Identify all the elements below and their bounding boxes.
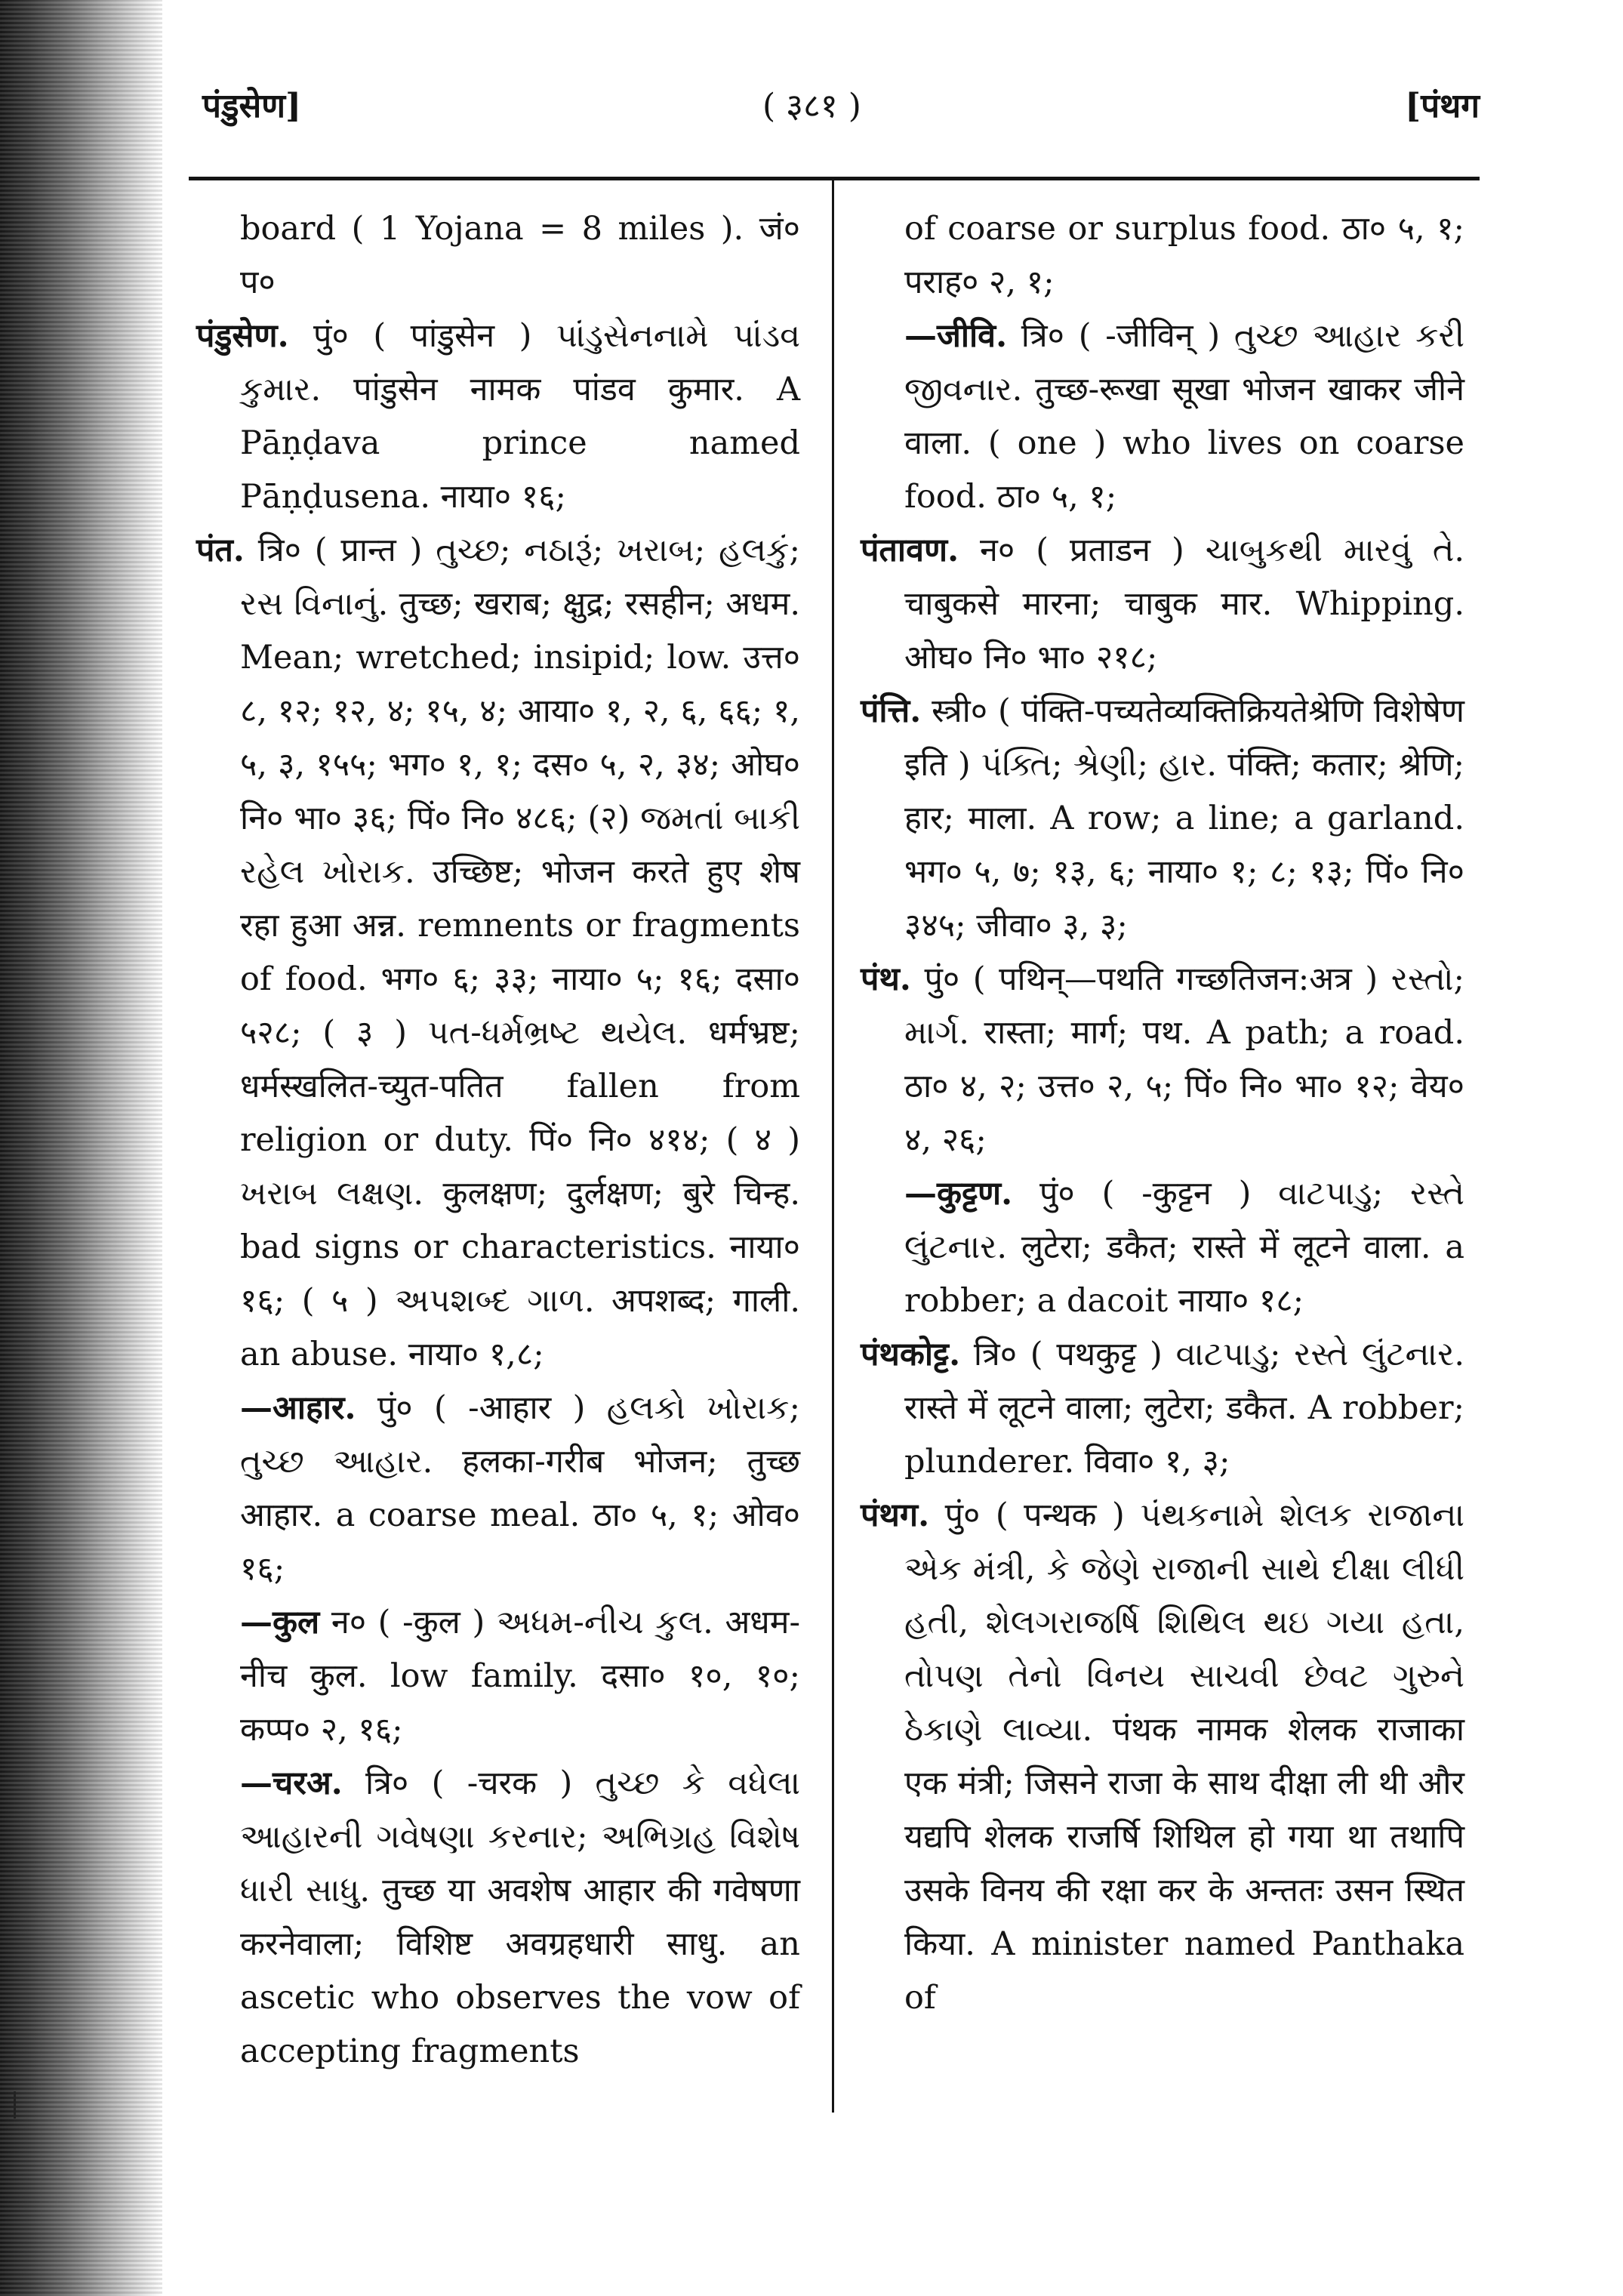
sub-entry (196, 1382, 800, 1596)
dictionary-entry (196, 310, 800, 524)
entry-continuation (196, 202, 800, 310)
dictionary-entry (861, 685, 1464, 953)
sub-entry (196, 1596, 800, 1757)
headword: पंडुसेण. (196, 317, 289, 355)
sub-headword: —जीवि. (904, 317, 1008, 355)
entry-definition: न० ( प्रताडन ) ચાબુકથી મારવું તે. चाबुकसे मारना; चाबुक मार. Whipping. ओघ० नि० भा० २१८; (904, 532, 1464, 676)
headword: पंत्ति. (861, 692, 922, 730)
dictionary-entry (861, 1489, 1464, 2025)
dictionary-entry (861, 524, 1464, 685)
entry-definition: न० ( -कुल ) અધમ-નીચ કુલ. अधम-नीच कुल. low family. दसा० १०, १०; कप्प० २, १६; (240, 1604, 800, 1749)
sub-headword: —कुट्टण. (904, 1175, 1013, 1213)
entry-definition: त्रि० ( प्रान्त ) તુચ્છ; નઠારૂં; ખરાબ; હલકું; રસ વિનાનું. तुच्छ; खराब; क्षुद्र; रसहीन; अधम. Mean; wretched; insipid; low. उत्त० ८, १२; १२, ४; १५, ४; आया० १, २, ६, ६६; १, ५, ३, १५५; भग० १, १; दस० ५, २, ३४; ओघ० नि० भा० ३६; पिं० नि० ४८६; (२) જમતાં બાકી રહેલ ખોરાક. उच्छिष्ट; भोजन करते हुए शेष रहा हुआ अन्न. remnents or fragments of food. भग० ६; ३३; नाया० ५; १६; दसा० ५२८; ( ३ ) પત-ધર્મભ્રષ્ટ થયેલ. धर्मभ्रष्ट; धर्मस्खलित-च्युत-पतित fallen from religion or duty. पिं० नि० ४१४; ( ४ ) ખરાબ લક્ષણ. कुलक्षण; दुर्लक्षण; बुरे चिन्ह. bad signs or characteristics. नाया० १६; ( ५ ) અપશબ્દ ગાળ. अपशब्द; गाली. an abuse. नाया० १,८; (240, 532, 800, 1373)
entry-definition: त्रि० ( पथकुट्ट ) વાટપાડુ; રસ્તે લુંટનાર. रास्ते में लूटने वाला; लुटेरा; डकैत. A robber; plunderer. विवा० १, ३; (904, 1336, 1464, 1481)
sub-entry (861, 1167, 1464, 1328)
entry-definition: पुं० ( पांडुसेन ) પાંડુસેનનામે પાંડવ કુમાર. पांडुसेन नामक पांडव कुमार. A Pāṇḍava prince named Pāṇḍusena. नाया० १६; (240, 317, 800, 516)
column-divider (832, 180, 834, 2113)
headword: पंथ. (861, 960, 911, 998)
entry-definition: पुं० ( पथिन्—पथति गच्छतिजन:अत्र ) રસ્તો; માર્ગ. रास्ता; मार्ग; पथ. A path; a road. ठा० ४, २; उत्त० २, ५; पिं० नि० भा० १२; वेय० ४, २६; (904, 960, 1464, 1159)
running-head-left: पंडुसेण] (202, 87, 301, 125)
entry-text: board ( 1 Yojana = 8 miles ). जं० प० (240, 210, 800, 301)
entry-definition: त्रि० ( -जीविन् ) તુચ્છ આહાર કરી જીવનાર. तुच्छ-रूखा सूखा भोजन खाकर जीने वाला. ( one ) who lives on coarse food. ठा० ५, १; (904, 317, 1464, 516)
dictionary-entry (861, 1328, 1464, 1489)
dictionary-entry (861, 953, 1464, 1167)
header-rule (189, 177, 1480, 180)
headword: पंत. (196, 532, 245, 569)
margin-mark (14, 2091, 16, 2119)
headword: पंतावण. (861, 532, 959, 569)
right-column (861, 202, 1464, 2025)
sub-headword: —कुल (240, 1604, 320, 1641)
left-column (196, 202, 800, 2079)
headword: पंथकोट्ट. (861, 1336, 961, 1373)
sub-entry (196, 1757, 800, 2079)
page-number: ( ३८१ ) (762, 87, 861, 125)
entry-definition: पुं० ( -आहार ) હલકો ખોરાક; તુચ્છ આહાર. हलका-गरीब भोजन; तुच्छ आहार. a coarse meal. ठा० ५, १; ओव० १६; (240, 1389, 800, 1588)
headword: पंथग. (861, 1496, 930, 1534)
entry-text: of coarse or surplus food. ठा० ५, १; पराह० २, १; (904, 210, 1464, 301)
sub-entry (861, 310, 1464, 524)
entry-definition: पुं० ( -कुट्टन ) વાટપાડુ; રસ્તે લુંટનાર. लुटेरा; डकैत; रास्ते में लूटने वाला. a robber; a dacoit नाया० १८; (904, 1175, 1464, 1320)
sub-headword: —चरअ. (240, 1764, 343, 1802)
entry-continuation (861, 202, 1464, 310)
running-head-right: [पंथग (1405, 87, 1480, 125)
dictionary-entry (196, 524, 800, 1382)
book-binding-shadow (0, 0, 162, 2296)
entry-definition: स्त्री० ( पंक्ति-पच्यतेव्यक्तिक्रियतेश्रेणि विशेषेण इति ) પંક્તિ; શ્રેણી; હાર. पंक्ति; कतार; श्रेणि; हार; माला. A row; a line; a garland. भग० ५, ७; १३, ६; नाया० १; ८; १३; पिं० नि० ३४५; जीवा० ३, ३; (904, 692, 1464, 945)
entry-definition: पुं० ( पन्थक ) પંથકનામે શેલક રાજાના એક મંત્રી, કે જેણે રાજાની સાથે દીક્ષા લીધી હતી, શેલગરાજર્ષિ શિથિલ થઇ ગયા હતા, તોપણ તેનો વિનય સાચવી છેવટ ગુરુને ઠેકાણે લાવ્યા. पंथक नामक शेलक राजाका एक मंत्री; जिसने राजा के साथ दीक्षा ली थी और यद्यपि शेलक राजर्षि शिथिल हो गया था तथापि उसके विनय की रक्षा कर के अन्ततः उसन स्थित किया. A minister named Panthaka of (904, 1496, 1464, 2017)
entry-definition: त्रि० ( -चरक ) તુચ્છ કે વધેલા આહારની ગવેષણા કરનાર; અભિગ્રહ વિશેષ ધારી સાધુ. तुच्छ या अवशेष आहार की गवेषणा करनेवाला; विशिष्ट अवग्रहधारी साधु. an ascetic who observes the vow of accepting fragments (240, 1764, 800, 2070)
sub-headword: —आहार. (240, 1389, 356, 1427)
